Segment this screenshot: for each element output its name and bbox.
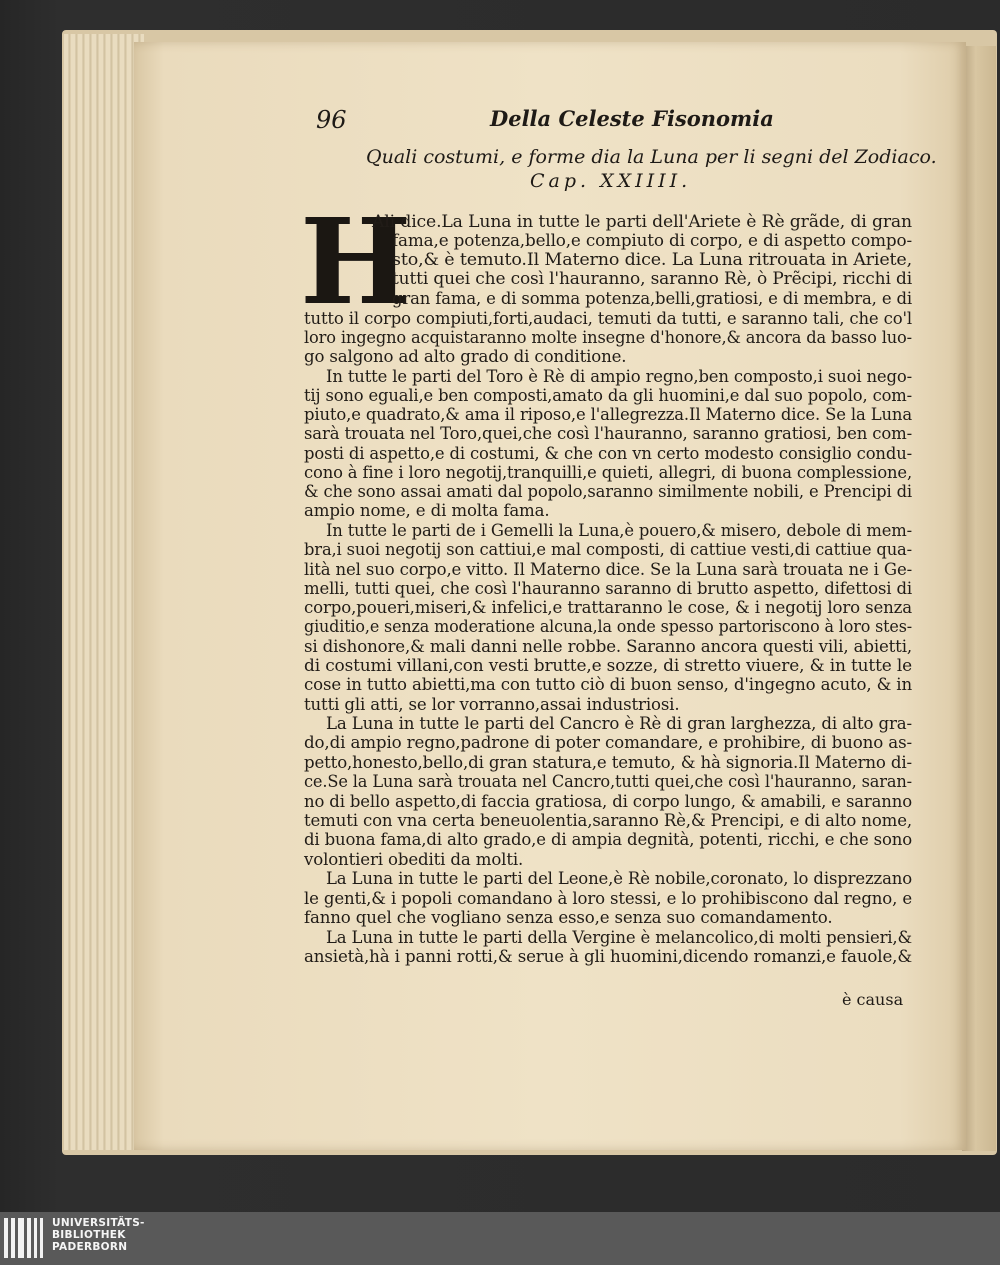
text-line: corpo,poueri,miseri,& infelici,e trattaranno le cose, & i negotij loro senza (304, 598, 912, 617)
text-line: fama,e potenza,bello,e compiuto di corpo, e di aspetto compo- (392, 231, 912, 250)
text-line: melli, tutti quei, che così l'hauranno saranno di brutto aspetto, difettosi di (304, 579, 912, 598)
text-line: cono à fine i loro negotij,tranquilli,e quieti, allegri, di buona complessione, (304, 463, 912, 482)
text-line: posti di aspetto,e di costumi, & che con vn certo modesto consiglio condu- (304, 444, 912, 463)
text-line: petto,honesto,bello,di gran statura,e temuto, & hà signoria.Il Materno di- (304, 753, 912, 772)
library-name (52, 1217, 145, 1253)
library-name-line: BIBLIOTHEK (52, 1229, 126, 1241)
text-line: tutti gli atti, se lor vorranno,assai industriosi. (304, 695, 680, 714)
text-line: La Luna in tutte le parti della Vergine è melancolico,di molti pensieri,& (326, 928, 912, 947)
running-head: Della Celeste Fisonomia (490, 106, 774, 131)
library-name-line: UNIVERSITÄTS- (52, 1217, 145, 1229)
next-page-edge (962, 46, 996, 1151)
text-line: piuto,e quadrato,& ama il riposo,e l'allegrezza.Il Materno dice. Se la Luna (304, 405, 912, 424)
text-line: ansietà,hà i panni rotti,& serue à gli huomini,dicendo romanzi,e fauole,& (304, 947, 912, 966)
library-footer (0, 1212, 1000, 1265)
text-line: tij sono eguali,e ben composti,amato da gli huomini,e dal suo popolo, com- (304, 386, 912, 405)
text-line: le genti,& i popoli comandano à loro stessi, e lo prohibiscono dal regno, e (304, 889, 912, 908)
page-stack-edges (64, 34, 144, 1150)
text-line: & che sono assai amati dal popolo,saranno similmente nobili, e Prencipi di (304, 482, 912, 501)
text-line: di buona fama,di alto grado,e di ampia degnità, potenti, ricchi, e che sono (304, 830, 912, 849)
text-line: fanno quel che vogliano senza esso,e senza suo comandamento. (304, 908, 833, 927)
catchword: è causa (842, 990, 904, 1009)
text-line: sarà trouata nel Toro,quei,che così l'hauranno, saranno gratiosi, ben com- (304, 424, 912, 443)
text-line: ce.Se la Luna sarà trouata nel Cancro,tutti quei,che così l'hauranno, saran- (304, 772, 912, 791)
text-line: di costumi villani,con vesti brutte,e sozze, di stretto viuere, & in tutte le (304, 656, 912, 675)
text-line: cose in tutto abietti,ma con tutto ciò di buon senso, d'ingegno acuto, & in (304, 675, 912, 694)
text-line: gran fama, e di somma potenza,belli,gratiosi, e di membra, e di (392, 289, 912, 308)
text-line: no di bello aspetto,di faccia gratiosa, di corpo lungo, & amabili, e saranno (304, 792, 912, 811)
text-line: lità nel suo corpo,e vitto. Il Materno dice. Se la Luna sarà trouata ne i Ge- (304, 560, 912, 579)
text-line: go salgono ad alto grado di conditione. (304, 347, 627, 366)
text-line: Ali dice.La Luna in tutte le parti dell'Ariete è Rè grãde, di gran (372, 212, 912, 231)
library-logo-icon (4, 1218, 44, 1258)
drop-cap: H (300, 192, 412, 331)
chapter-number: Cap. XXIIII. (530, 170, 692, 192)
text-line: tutto il corpo compiuti,forti,audaci, temuti da tutti, e saranno tali, che co'l (304, 309, 912, 328)
text-line: temuti con vna certa beneuolentia,saranno Rè,& Prencipi, e di alto nome, (304, 811, 912, 830)
text-line: bra,i suoi negotij son cattiui,e mal composti, di cattiue vesti,di cattiue qua- (304, 540, 912, 559)
text-line: volontieri obediti da molti. (304, 850, 524, 869)
text-line: sto,& è temuto.Il Materno dice. La Luna ritrouata in Ariete, (392, 250, 912, 269)
text-line: loro ingegno acquistaranno molte insegne d'honore,& ancora da basso luo- (304, 328, 912, 347)
text-line: La Luna in tutte le parti del Leone,è Rè nobile,coronato, lo disprezzano (326, 869, 912, 888)
text-line: ampio nome, e di molta fama. (304, 501, 550, 520)
text-line: tutti quei che così l'hauranno, saranno Rè, ò Prẽcipi, ricchi di (392, 269, 912, 288)
text-line: La Luna in tutte le parti del Cancro è Rè di gran larghezza, di alto gra- (326, 714, 912, 733)
text-line: si dishonore,& mali danni nelle robbe. Saranno ancora questi vili, abietti, (304, 637, 912, 656)
library-name-line: PADERBORN (52, 1241, 128, 1253)
page-number: 96 (316, 106, 347, 134)
text-line: do,di ampio regno,padrone di poter comandare, e prohibire, di buono as- (304, 733, 912, 752)
text-line: giuditio,e senza moderatione alcuna,la onde spesso partoriscono à loro stes- (304, 617, 912, 636)
chapter-title: Quali costumi, e forme dia la Luna per li segni del Zodiaco. (366, 146, 937, 168)
text-line: In tutte le parti del Toro è Rè di ampio regno,ben composto,i suoi nego- (326, 367, 912, 386)
text-line: In tutte le parti de i Gemelli la Luna,è pouero,& misero, debole di mem- (326, 521, 912, 540)
